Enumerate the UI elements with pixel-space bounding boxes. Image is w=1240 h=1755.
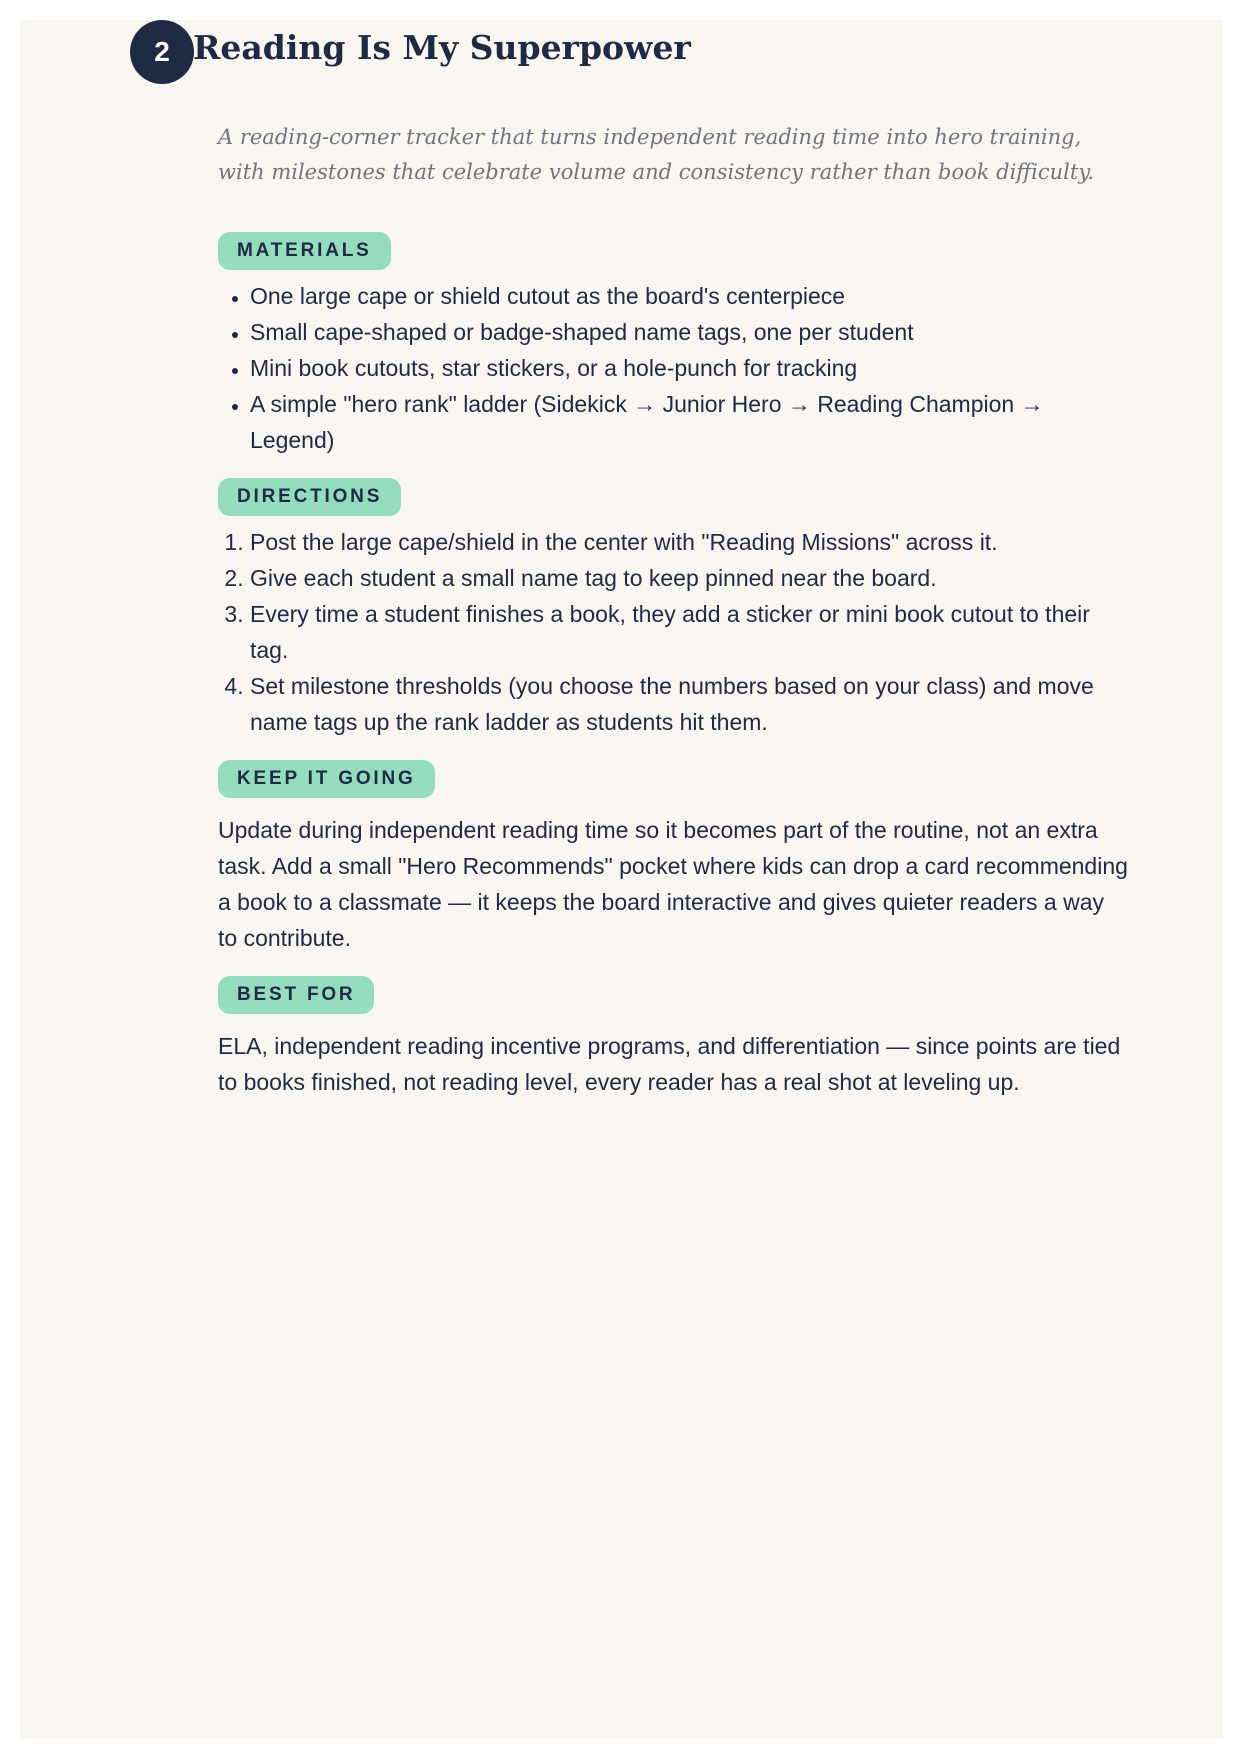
list-item: • A simple "hero rank" ladder (Sidekick → Junior Hero → Reading Champion → Legend) [250,386,1128,458]
section-number-badge: 2 [130,20,194,84]
list-item: 2. Give each student a small name tag to keep pinned near the board. [250,560,1128,596]
best-for-tag: BEST FOR [218,976,374,1014]
best-for-text: ELA, independent reading incentive programs, and differentiation — since points are tied to books finished, not reading level, every reader has a real shot at leveling up. [218,1033,1121,1095]
best-for-section [218,976,1128,1100]
list-item: 3. Every time a student finishes a book, they add a sticker or mini book cutout to their tag. [250,596,1128,668]
directions-tag: DIRECTIONS [218,478,401,516]
materials-tag: MATERIALS [218,232,391,270]
page [20,20,1223,1739]
list-item: 1. Post the large cape/shield in the center with "Reading Missions" across it. [250,524,1128,560]
keep-it-going-tag: KEEP IT GOING [218,760,435,798]
list-item: 4. Set milestone thresholds (you choose the numbers based on your class) and move name tags up the rank ladder as students hit them. [250,668,1128,740]
list-item: • One large cape or shield cutout as the board's centerpiece [250,278,1128,314]
content [218,100,1128,1100]
subtitle: A reading-corner tracker that turns independent reading time into hero training, with milestones that celebrate volume and consistency rather than book difficulty. [218,125,1095,184]
page-title: Reading Is My Superpower [193,28,691,67]
directions-list [218,524,1128,740]
keep-it-going-section [218,760,1128,956]
keep-it-going-text: Update during independent reading time so it becomes part of the routine, not an extra task. Add a small "Hero Recommends" pocket where kids can drop a card recommending a book to a classmate — it keeps the board interactive and gives quieter readers a way to contribute. [218,817,1128,951]
directions-section [218,478,1128,740]
list-item: • Mini book cutouts, star stickers, or a hole-punch for tracking [250,350,1128,386]
materials-section [218,232,1128,458]
list-item: • Small cape-shaped or badge-shaped name tags, one per student [250,314,1128,350]
materials-list [218,278,1128,458]
